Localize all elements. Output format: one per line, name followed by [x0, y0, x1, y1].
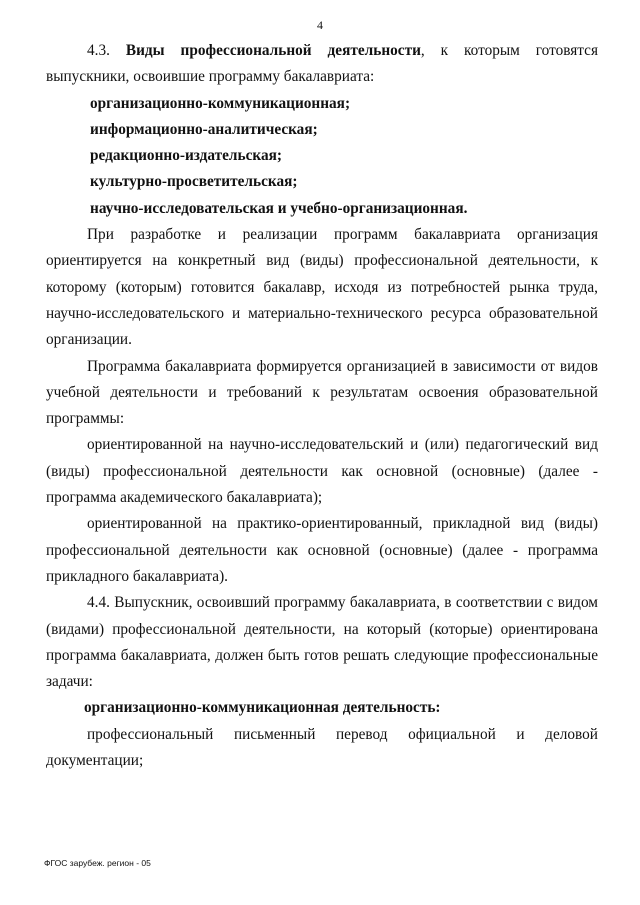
activity-type-item: организационно-коммуникационная;	[90, 94, 351, 112]
section-4-4-paragraph: 4.4. Выпускник, освоивший программу бакалавриата, в соответствии с видом (видами) профессиональной деятельности, на который (которые) ориентирована программа бакалавриата, должен быть готов решать следующие профессиональные задачи:	[46, 594, 598, 691]
paragraph: профессиональный письменный перевод официальной и деловой документации;	[46, 725, 598, 770]
footer-label: ФГОС зарубеж. регион - 05	[44, 858, 151, 868]
activity-type-item: культурно-просветительская;	[90, 173, 298, 191]
page-number: 4	[317, 18, 323, 32]
section-4-3-intro	[46, 38, 598, 91]
section-heading-rest: , к которым готовятся выпускники, освоившие программу бакалавриата:	[46, 42, 598, 86]
subsection-heading: организационно-коммуникационная деятельность:	[84, 699, 441, 717]
activity-type-item: научно-исследовательская и учебно-организационная.	[90, 199, 468, 217]
paragraph: ориентированной на научно-исследовательский и (или) педагогический вид (виды) профессиональной деятельности как основной (основные) (далее - программа академического бакалавриата);	[46, 436, 598, 507]
activity-type-item: информационно-аналитическая;	[90, 120, 318, 138]
section-number: 4.3.	[87, 42, 110, 59]
document-body	[46, 38, 598, 774]
section-heading-bold: Виды профессиональной деятельности	[125, 42, 421, 59]
paragraph: При разработке и реализации программ бакалавриата организация ориентируется на конкретный вид (виды) профессиональной деятельности, к которому (которым) готовится бакалавр, исходя из потребностей рынка труда, научно-исследовательского и материально-технического ресурса образовательной организации.	[46, 226, 598, 349]
activity-type-item: редакционно-издательская;	[90, 147, 282, 165]
paragraph: Программа бакалавриата формируется организацией в зависимости от видов учебной деятельности и требований к результатам освоения образовательной программы:	[46, 357, 598, 428]
paragraph: ориентированной на практико-ориентированный, прикладной вид (виды) профессиональной деятельности как основной (основные) (далее - программа прикладного бакалавриата).	[46, 515, 598, 585]
